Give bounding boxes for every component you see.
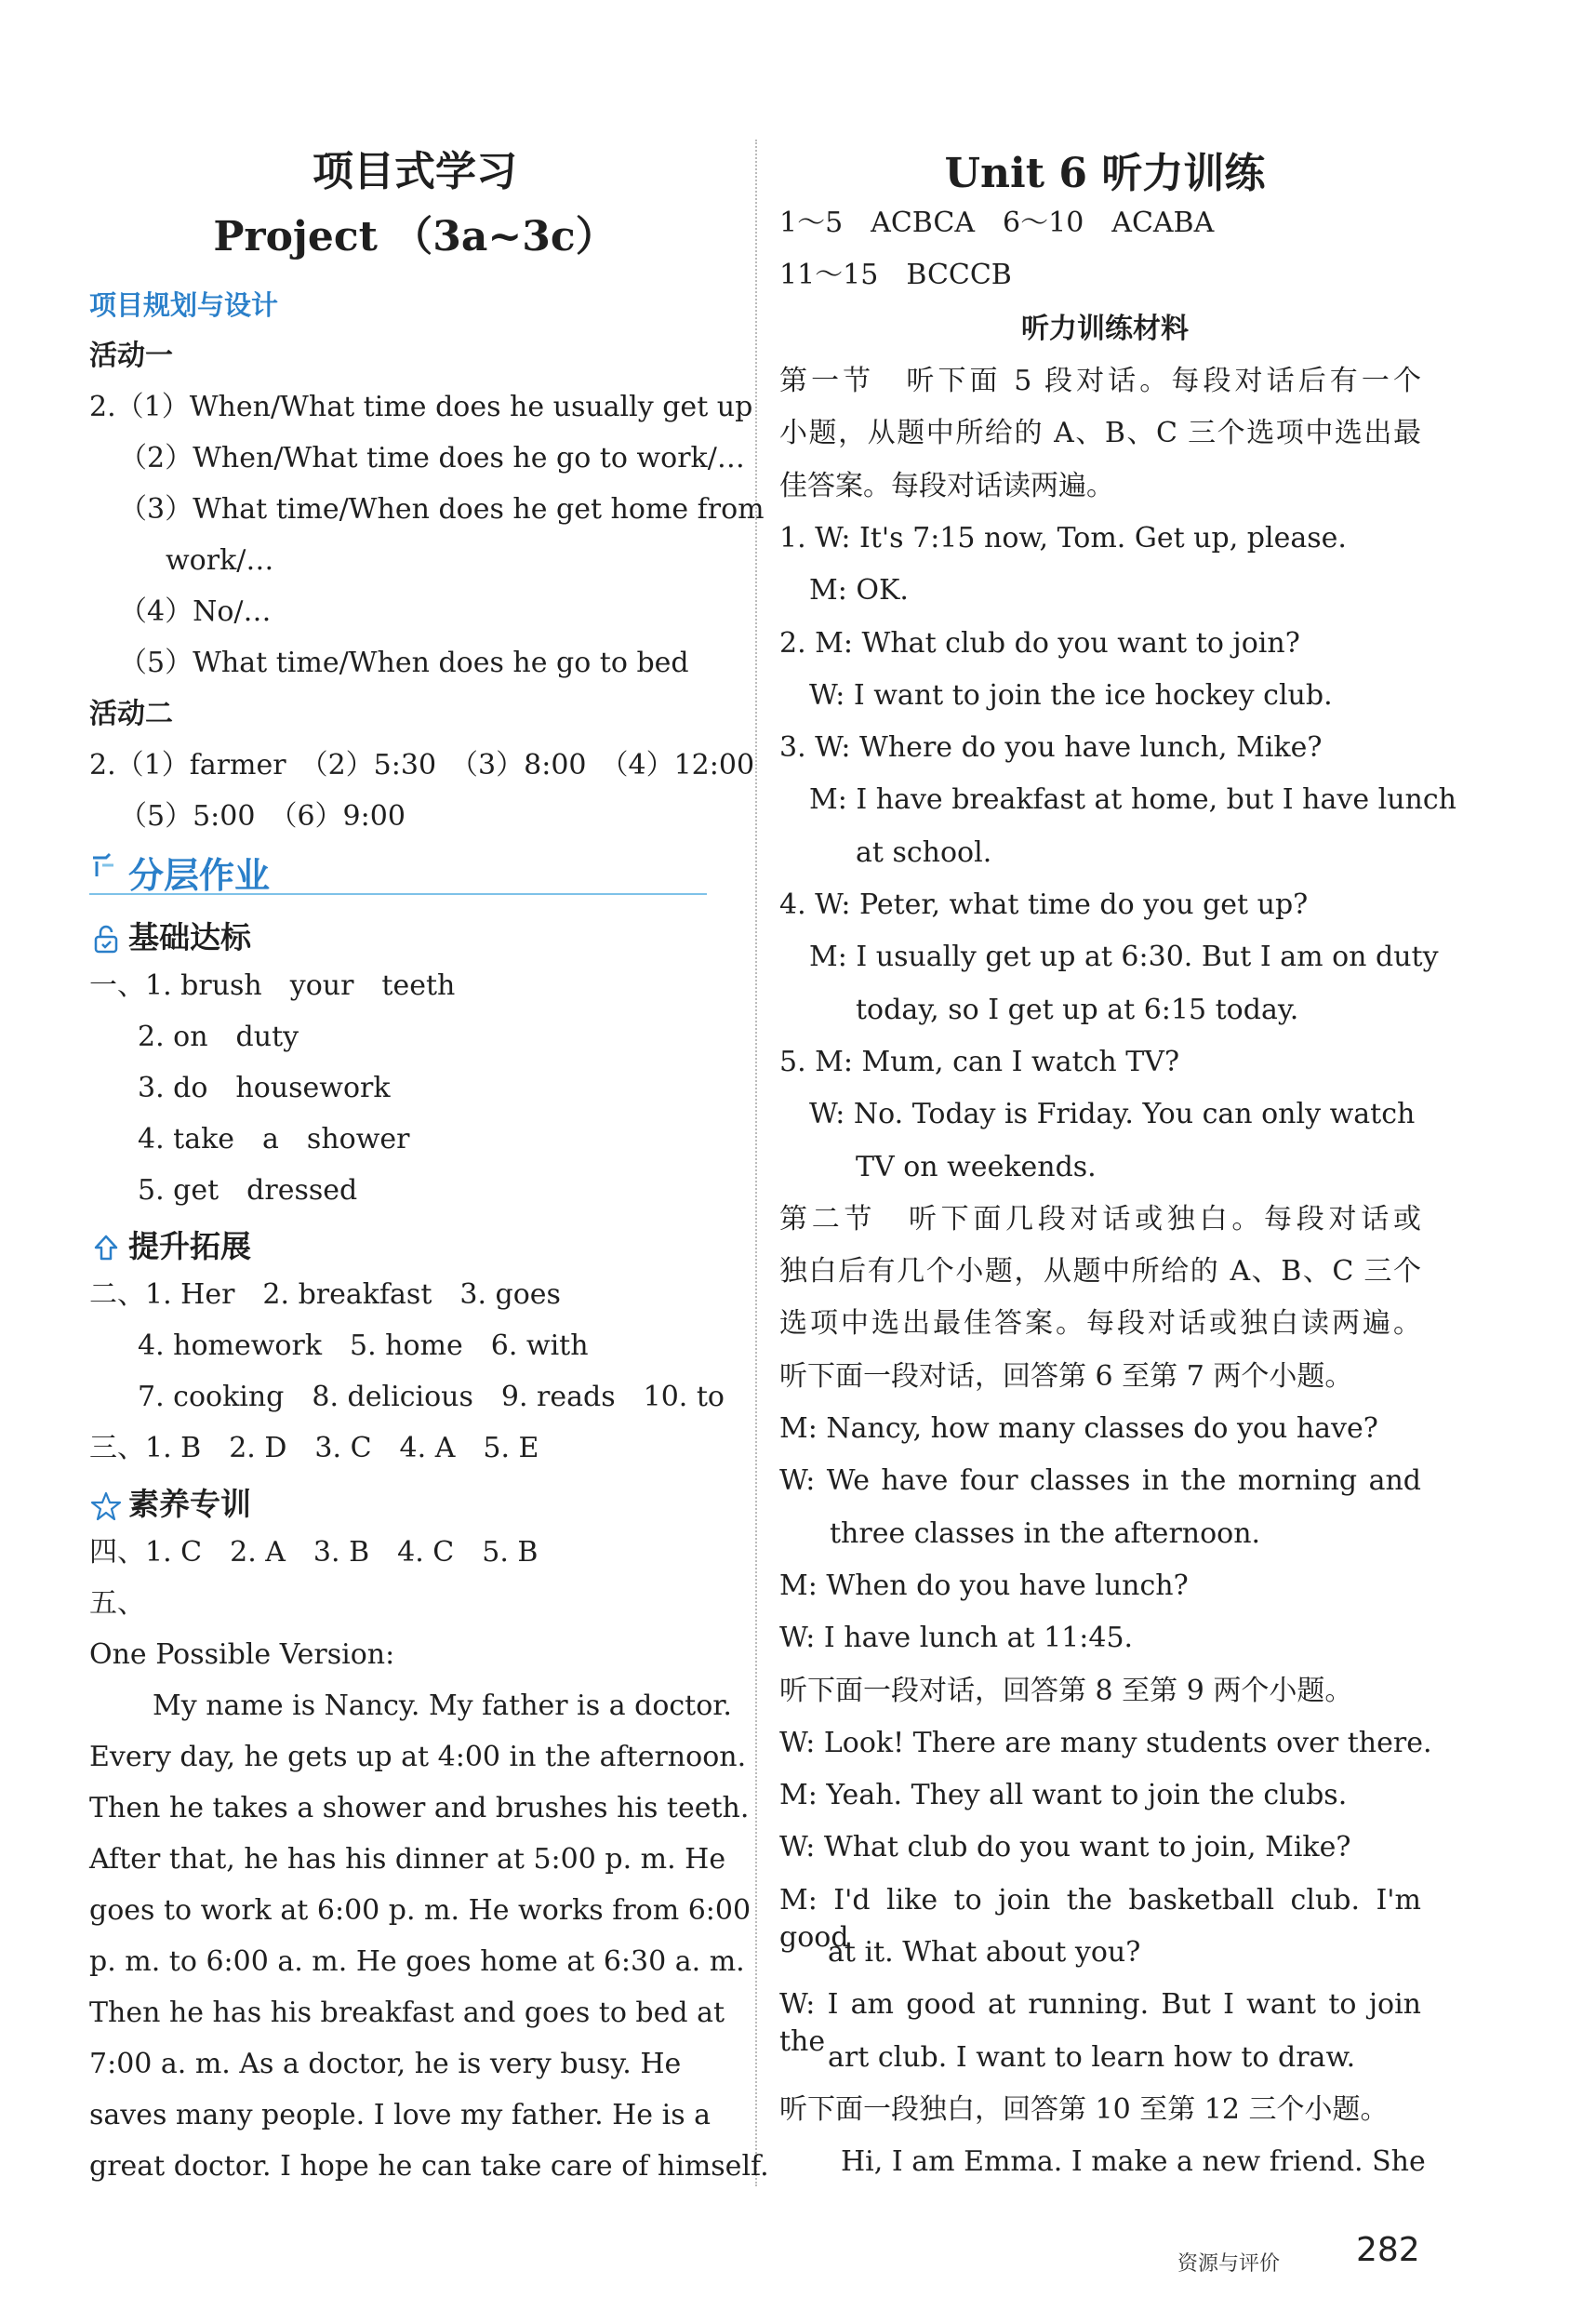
activity-one-line: 2.（1）When/What time does he usually get up — [89, 391, 753, 423]
page-number: 282 — [1356, 2231, 1420, 2269]
basic-answer-line: 3. do housework — [138, 1072, 391, 1104]
transcript-line: 听下面一段对话，回答第 8 至第 9 两个小题。 — [779, 1675, 1353, 1707]
transcript-line: M: When do you have lunch? — [779, 1569, 1189, 1602]
unit-title: Unit 6 听力训练 — [944, 150, 1266, 197]
transcript-line: W: No. Today is Friday. You can only watch — [809, 1098, 1416, 1130]
transcript-line: 第二节 听下面几段对话或独白。每段对话或 — [779, 1203, 1421, 1235]
improve-answer-line: 7. cooking 8. delicious 9. reads 10. to — [138, 1381, 725, 1413]
basic-section-title: 基础达标 — [128, 919, 251, 955]
transcript-line: at school. — [856, 836, 992, 869]
transcript-line: W: I want to join the ice hockey club. — [809, 679, 1333, 712]
basic-section-heading — [89, 914, 251, 957]
activity-one-line: （4）No/… — [119, 595, 272, 628]
transcript-line: 4. W: Peter, what time do you get up? — [779, 888, 1309, 921]
transcript-line: 听下面一段独白，回答第 10 至第 12 三个小题。 — [779, 2093, 1389, 2126]
essay-line: p. m. to 6:00 a. m. He goes home at 6:30 a. m. — [89, 1945, 745, 1978]
activity-two-line: 2.（1）farmer （2）5:30 （3）8:00 （4）12:00 — [89, 749, 755, 781]
banner-title: 分层作业 — [128, 855, 271, 896]
transcript-line: W: I have lunch at 11:45. — [779, 1622, 1134, 1654]
transcript-line: three classes in the afternoon. — [830, 1517, 1261, 1550]
essay-line: Then he has his breakfast and goes to bed at — [89, 1997, 725, 2029]
transcript-line: 5. M: Mum, can I watch TV? — [779, 1046, 1180, 1078]
essay-line: Then he takes a shower and brushes his teeth. — [89, 1792, 750, 1824]
transcript-line: 第一节 听下面 5 段对话。每段对话后有一个 — [779, 365, 1421, 397]
transcript-line: M: Yeah. They all want to join the clubs. — [779, 1779, 1348, 1811]
section-heading-planning: 项目规划与设计 — [89, 289, 279, 321]
lock-icon — [89, 924, 123, 955]
literacy-answer-line: One Possible Version: — [89, 1638, 395, 1671]
literacy-section-title: 素养专训 — [128, 1486, 251, 1522]
transcript-line: art club. I want to learn how to draw. — [828, 2041, 1356, 2074]
improve-answer-line: 二、1. Her 2. breakfast 3. goes — [89, 1278, 561, 1311]
transcript-line: 3. W: Where do you have lunch, Mike? — [779, 731, 1323, 764]
activity-one-line: work/… — [166, 544, 274, 577]
listening-material-title: 听力训练材料 — [1021, 313, 1189, 345]
star-icon — [89, 1490, 123, 1522]
activity-one-line: （5）What time/When does he go to bed — [119, 647, 689, 679]
transcript-line: M: I have breakfast at home, but I have lunch — [809, 783, 1456, 816]
project-title-cn: 项目式学习 — [313, 148, 517, 195]
transcript-line: TV on weekends. — [856, 1151, 1097, 1183]
transcript-line: 1. W: It's 7:15 now, Tom. Get up, please. — [779, 522, 1347, 554]
basic-answer-line: 4. take a shower — [138, 1123, 410, 1155]
essay-line: great doctor. I hope he can take care of himself. — [89, 2150, 769, 2183]
essay-line: After that, he has his dinner at 5:00 p. m. He — [89, 1843, 726, 1876]
transcript-line: W: We have four classes in the morning and — [779, 1464, 1421, 1497]
layered-homework-banner — [89, 847, 707, 895]
literacy-answer-line: 五、 — [89, 1587, 145, 1620]
transcript-line: W: Look! There are many students over there. — [779, 1727, 1432, 1759]
transcript-line: 选项中选出最佳答案。每段对话或独白读两遍。 — [779, 1307, 1421, 1340]
transcript-line: W: What club do you want to join, Mike? — [779, 1831, 1351, 1863]
activity-one-heading: 活动一 — [89, 340, 173, 372]
transcript-line: M: Nancy, how many classes do you have? — [779, 1412, 1378, 1445]
transcript-line: 2. M: What club do you want to join? — [779, 627, 1300, 660]
up-arrow-icon — [89, 1233, 123, 1264]
transcript-line: Hi, I am Emma. I make a new friend. She — [841, 2145, 1426, 2178]
project-title-en: Project （3a~3c） — [213, 213, 617, 260]
essay-line: My name is Nancy. My father is a doctor. — [153, 1690, 732, 1722]
activity-one-line: （3）What time/When does he get home from — [119, 493, 765, 526]
transcript-line: M: OK. — [809, 574, 909, 607]
essay-line: Every day, he gets up at 4:00 in the afternoon. — [89, 1741, 747, 1773]
essay-line: goes to work at 6:00 p. m. He works from 6:00 — [89, 1894, 751, 1927]
basic-answer-line: 2. on duty — [138, 1021, 299, 1053]
transcript-line: 佳答案。每段对话读两遍。 — [779, 470, 1114, 502]
transcript-line: at it. What about you? — [828, 1936, 1141, 1969]
column-divider — [755, 140, 757, 2186]
answer-key-line: 11～15 BCCCB — [779, 259, 1012, 291]
activity-two-heading: 活动二 — [89, 698, 173, 730]
transcript-line: M: I usually get up at 6:30. But I am on duty — [809, 941, 1439, 973]
improve-section-heading — [89, 1222, 251, 1266]
improve-section-title: 提升拓展 — [128, 1228, 251, 1264]
transcript-line: 听下面一段对话，回答第 6 至第 7 两个小题。 — [779, 1360, 1353, 1393]
footer-label: 资源与评价 — [1177, 2252, 1281, 2276]
transcript-line: M: I'd like to join the basketball club. I'm good — [779, 1884, 1421, 1954]
literacy-answer-line: 四、1. C 2. A 3. B 4. C 5. B — [89, 1536, 539, 1569]
transcript-line: 独白后有几个小题，从题中所给的 A、B、C 三个 — [779, 1255, 1421, 1288]
answer-key-line: 1～5 ACBCA 6～10 ACABA — [779, 207, 1215, 239]
activity-one-line: （2）When/What time does he go to work/… — [119, 442, 745, 474]
transcript-line: 小题，从题中所给的 A、B、C 三个选项中选出最 — [779, 417, 1421, 449]
transcript-line: today, so I get up at 6:15 today. — [856, 994, 1299, 1026]
basic-answer-line: 一、1. brush your teeth — [89, 969, 456, 1002]
bookmark-arrow-icon — [89, 852, 117, 880]
essay-line: 7:00 a. m. As a doctor, he is very busy. He — [89, 2048, 682, 2080]
essay-line: saves many people. I love my father. He is a — [89, 2099, 712, 2131]
activity-two-line: （5）5:00 （6）9:00 — [119, 800, 406, 833]
basic-answer-line: 5. get dressed — [138, 1174, 358, 1207]
improve-answer-line: 4. homework 5. home 6. with — [138, 1329, 589, 1362]
transcript-line: W: I am good at running. But I want to join the — [779, 1988, 1421, 2058]
improve-answer-line: 三、1. B 2. D 3. C 4. A 5. E — [89, 1432, 539, 1464]
literacy-section-heading — [89, 1480, 251, 1524]
